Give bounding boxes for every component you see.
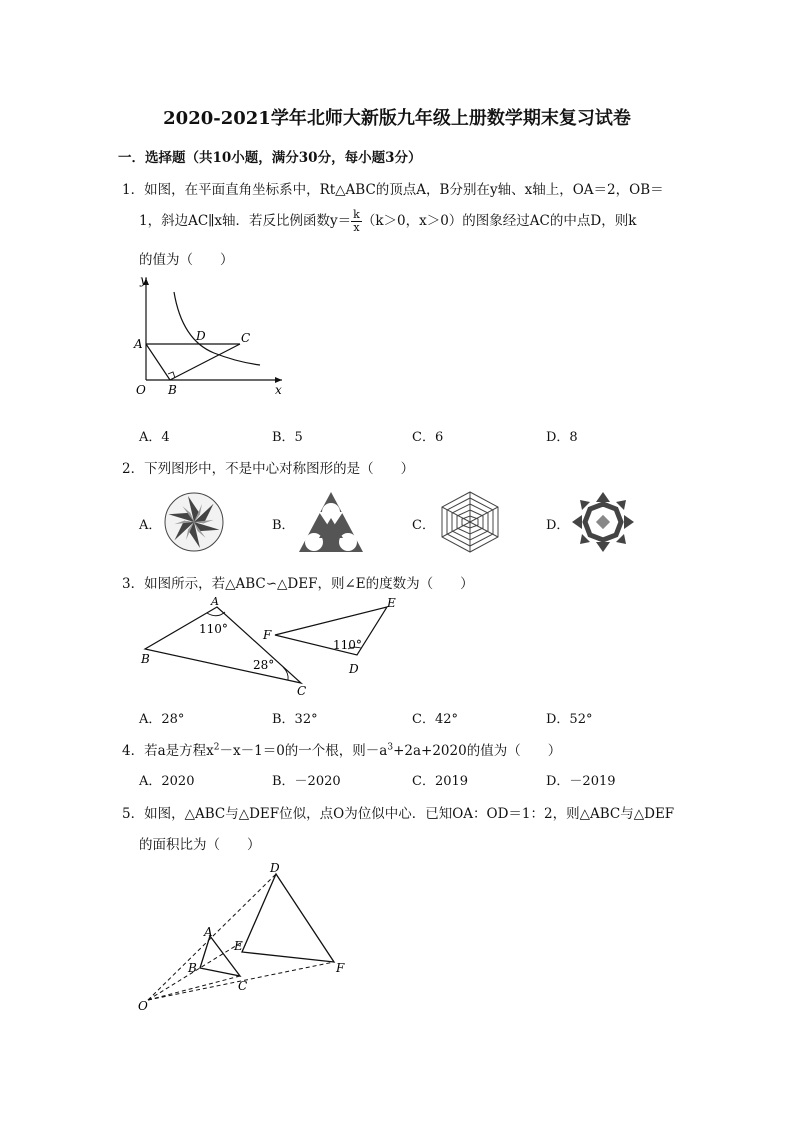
q5-label-B: B: [188, 961, 197, 975]
q5-label-O: O: [138, 999, 148, 1013]
q5-figure: [130, 858, 360, 1018]
q1-option-d[interactable]: D．8: [546, 430, 578, 445]
q5-label-A: A: [204, 925, 213, 939]
q1-fraction: [351, 209, 362, 234]
q1-figure: [132, 270, 292, 405]
q1-option-c[interactable]: C．6: [412, 430, 444, 445]
q3-option-a[interactable]: A．28°: [139, 712, 185, 727]
q1-frac-num: k: [353, 208, 360, 221]
q3-option-c[interactable]: C．42°: [412, 712, 458, 727]
q1-line2-end: （k＞0，x＞0）的图象经过AC的中点D，则k: [361, 213, 637, 229]
q5-label-E: E: [234, 939, 243, 953]
q4-text: [122, 739, 561, 759]
q3-figure: [135, 595, 405, 700]
q5-label-F: F: [336, 961, 345, 975]
q2-shape-a-pinwheel: [162, 490, 226, 554]
q1-option-b[interactable]: B．5: [272, 430, 303, 445]
q2-shape-c-hexagon-web: [437, 490, 503, 554]
q3-angle-D: 110°: [333, 638, 362, 652]
q3-text: 3．如图所示，若△ABC∽△DEF，则∠E的度数为（ ）: [122, 576, 474, 592]
q2-option-d[interactable]: D．: [546, 518, 570, 533]
q2-option-a[interactable]: A．: [139, 518, 162, 533]
q3-option-b[interactable]: B．32°: [272, 712, 318, 727]
q3-label-B: B: [141, 652, 150, 666]
q3-label-D: D: [349, 662, 359, 676]
q2-text: 2．下列图形中，不是中心对称图形的是（ ）: [122, 461, 415, 477]
q1-label-O: O: [136, 383, 146, 397]
q4-text-part2: －x－1＝0的一个根，则－a: [219, 743, 388, 759]
q4-text-part3: +2a+2020的值为（ ）: [393, 743, 562, 759]
q2-option-c[interactable]: C．: [412, 518, 435, 533]
q1-label-B: B: [168, 383, 177, 397]
q5-label-C: C: [238, 979, 248, 993]
q2-shape-d-star-ring: [570, 490, 636, 554]
q1-frac-den: x: [353, 221, 360, 234]
q3-label-F: F: [263, 628, 272, 642]
q1-label-C: C: [241, 331, 251, 345]
q1-line3: 的值为（ ）: [139, 252, 234, 268]
q1-option-a[interactable]: A．4: [139, 430, 170, 445]
q3-label-A: A: [211, 595, 219, 608]
q4-option-c[interactable]: C．2019: [412, 774, 469, 789]
q4-text-part1: 4．若a是方程x: [122, 743, 214, 759]
q1-label-x: x: [275, 383, 282, 397]
q1-label-y: y: [140, 273, 147, 287]
q5-line1: 5．如图，△ABC与△DEF位似，点O为位似中心．已知OA：OD＝1：2，则△ABC与△DEF: [122, 806, 675, 822]
page-title: 2020-2021学年北师大新版九年级上册数学期末复习试卷: [163, 108, 631, 129]
q1-label-D: D: [196, 329, 206, 343]
q3-label-E: E: [387, 596, 396, 610]
q4-sup-1: 2: [213, 742, 220, 753]
q2-option-b[interactable]: B．: [272, 518, 295, 533]
q3-angle-A: 110°: [199, 622, 228, 636]
q3-label-C: C: [297, 684, 307, 698]
q3-option-d[interactable]: D．52°: [546, 712, 593, 727]
q2-shape-b-triangle: [297, 490, 365, 554]
q1-line2-start: 1，斜边AC∥x轴．若反比例函数y＝: [139, 213, 352, 229]
q5-line2: 的面积比为（ ）: [139, 837, 261, 853]
q1-line2: [139, 209, 636, 234]
q1-line1: 1．如图，在平面直角坐标系中，Rt△ABC的顶点A，B分别在y轴、x轴上，OA＝2，OB＝: [122, 182, 664, 198]
q3-angle-C: 28°: [253, 658, 275, 672]
q4-option-a[interactable]: A．2020: [139, 774, 195, 789]
section-heading: 一．选择题（共10小题，满分30分，每小题3分）: [118, 150, 422, 166]
q1-label-A: A: [134, 337, 143, 351]
q4-option-d[interactable]: D．－2019: [546, 774, 616, 789]
q4-option-b[interactable]: B．－2020: [272, 774, 341, 789]
q4-sup-2: 3: [387, 742, 394, 753]
q5-label-D: D: [270, 861, 280, 875]
